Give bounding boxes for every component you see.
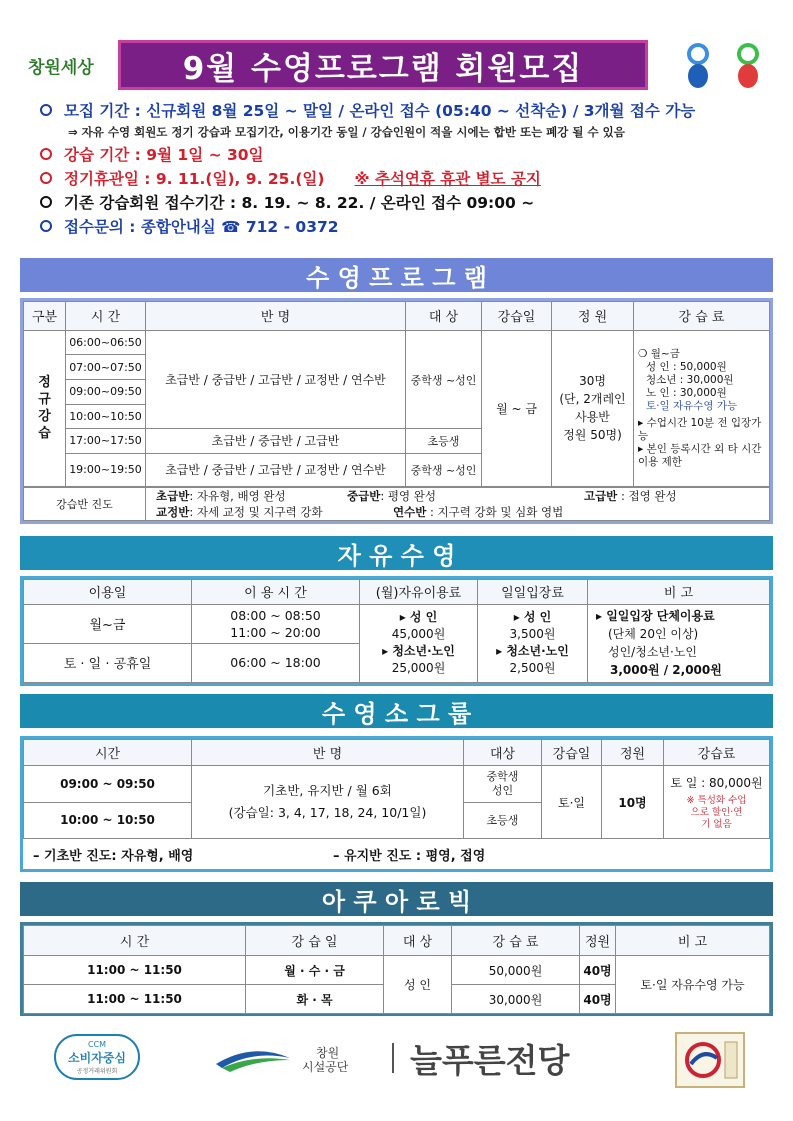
time-cell: 10:00~10:50 xyxy=(66,404,146,429)
aqua-note-cell: 토·일 자유수영 가능 xyxy=(616,956,770,1014)
table-row: 11:00 ~ 11:50 화 · 목 30,000원 40명 xyxy=(24,985,770,1014)
time-cell: 19:00~19:50 xyxy=(66,453,146,486)
closed-note: ※ 추석연휴 휴관 별도 공지 xyxy=(354,170,541,188)
header xyxy=(20,38,780,92)
small-group-banner: 수 영 소 그 룹 xyxy=(20,694,773,728)
swim-program-banner: 수 영 프 로 그 램 xyxy=(20,258,773,292)
group-fee-cell: 토 일 : 80,000원 ※ 특성화 수업으로 할인·연기 없음 xyxy=(664,766,770,839)
col-header: 이 용 시 간 xyxy=(192,580,360,605)
ccm-logo: CCM 소비자중심 공정거래위원회 xyxy=(54,1034,140,1080)
group-days-cell: 토·일 xyxy=(542,766,602,839)
time-cell: 17:00~17:50 xyxy=(66,429,146,454)
monthly-fee-cell: ▸ 성 인 45,000원 ▸ 청소년·노인 25,000원 xyxy=(360,604,478,682)
basic-progress-note: – 기초반 진도: 자유형, 배영 xyxy=(33,848,194,864)
col-header: 강습일 xyxy=(482,302,552,331)
class-cell: 초급반 / 중급반 / 고급반 / 교정반 / 연수반 xyxy=(146,330,406,428)
aqua-aerobics-banner: 아 쿠 아 로 빅 xyxy=(20,882,773,916)
col-header: 시 간 xyxy=(66,302,146,331)
footer xyxy=(20,1030,773,1090)
time-cell: 06:00~06:50 xyxy=(66,330,146,355)
col-header: 강습료 xyxy=(664,740,770,766)
small-group-table xyxy=(23,739,770,839)
col-header: 정원 xyxy=(602,740,664,766)
circle-bullet-icon xyxy=(40,220,52,232)
col-header: 구분 xyxy=(24,302,66,331)
col-header: 이용일 xyxy=(24,580,192,605)
certification-seal-icon xyxy=(675,1032,745,1088)
group-time-cell: 10:00 ~ 10:50 xyxy=(24,802,192,838)
col-header: 반 명 xyxy=(146,302,406,331)
circle-bullet-icon xyxy=(40,172,52,184)
swoosh-icon xyxy=(212,1046,292,1074)
free-swim-table-frame xyxy=(20,576,773,686)
lesson-period: 강습 기간 : 9월 1일 ~ 30일 xyxy=(40,142,780,166)
target-cell: 초등생 xyxy=(406,429,482,454)
capacity-cell: 30명 (단, 2개레인 사용반 정원 50명) xyxy=(552,330,634,486)
col-header: 강 습 료 xyxy=(452,926,580,956)
fee-cell: ❍ 월~금 성 인 : 50,000원 청소년 : 30,000원 노 인 : 30,000원 토·일 자유수영 가능 ▸ 수업시간 10분 전 입장가능 ▸ 본인 등록시간 외 타 시간이용 제한 xyxy=(634,330,770,486)
closed-days: 정기휴관일 : 9. 11.(일), 9. 25.(일) ※ 추석연휴 휴관 별도 공지 xyxy=(40,166,780,190)
page-title: 9월 수영프로그램 회원모집 xyxy=(182,50,584,87)
swim-program-table xyxy=(23,301,770,487)
target-cell: 중학생 ~성인 xyxy=(406,330,482,428)
group-capacity-cell: 10명 xyxy=(602,766,664,839)
free-swim-banner: 자 유 수 영 xyxy=(20,536,773,570)
aqua-aerobics-table xyxy=(23,925,770,1014)
swim-program-table-frame xyxy=(20,298,773,524)
inquiry: 접수문의 : 종합안내실 ☎ 712 - 0372 xyxy=(40,214,780,238)
group-target-cell: 초등생 xyxy=(464,802,542,838)
weekend-cell: 토 · 일 · 공휴일 xyxy=(24,643,192,682)
info-block xyxy=(40,98,780,238)
time-cell: 07:00~07:50 xyxy=(66,355,146,380)
changwon-facilities-logo: 창원 시설공단 xyxy=(212,1040,392,1080)
circle-bullet-icon xyxy=(40,148,52,160)
table-row: 11:00 ~ 11:50 월 · 수 · 금 성 인 50,000원 40명 토·일 자유수영 가능 xyxy=(24,956,770,985)
aqua-target-cell: 성 인 xyxy=(384,956,452,1014)
target-cell: 중학생 ~성인 xyxy=(406,453,482,486)
brand-logo: 늘푸른전당 xyxy=(392,1036,602,1080)
changwon-logo xyxy=(28,46,118,84)
days-cell: 월 ~ 금 xyxy=(482,330,552,486)
class-cell: 초급반 / 중급반 / 고급반 xyxy=(146,429,406,454)
col-header: 시 간 xyxy=(24,926,246,956)
col-header: 반 명 xyxy=(192,740,464,766)
small-group-table-frame xyxy=(20,736,773,872)
col-header: 대 상 xyxy=(384,926,452,956)
col-header: 강 습 료 xyxy=(634,302,770,331)
progress-table xyxy=(23,487,770,521)
keep-progress-note: – 유지반 진도 : 평영, 접영 xyxy=(333,848,486,864)
daily-fee-cell: ▸ 성 인 3,500원 ▸ 청소년·노인 2,500원 xyxy=(478,604,588,682)
class-cell: 초급반 / 중급반 / 고급반 / 교정반 / 연수반 xyxy=(146,453,406,486)
time-cell: 09:00~09:50 xyxy=(66,380,146,405)
mascot-icons xyxy=(670,38,780,92)
col-header: 정원 xyxy=(580,926,616,956)
existing-member-period: 기존 강습회원 접수기간 : 8. 19. ~ 8. 22. / 온라인 접수 09:00 ~ xyxy=(40,190,780,214)
col-header: 일일입장료 xyxy=(478,580,588,605)
category-cell: 정규강습 xyxy=(24,330,66,486)
progress-text: 초급반: 자유형, 배영 완성 중급반: 평영 완성 고급반 : 접영 완성 교정반: 자세 교정 및 지구력 강화 연수반 : 지구력 강화 및 심화 영법 xyxy=(146,488,770,521)
col-header: 대 상 xyxy=(406,302,482,331)
circle-bullet-icon xyxy=(40,104,52,116)
col-header: 강 습 일 xyxy=(246,926,384,956)
col-header: 정 원 xyxy=(552,302,634,331)
col-header: 대상 xyxy=(464,740,542,766)
group-progress-notes xyxy=(23,839,770,869)
group-target-cell: 중학생 성인 xyxy=(464,766,542,802)
weekday-cell: 월~금 xyxy=(24,604,192,643)
col-header: 시간 xyxy=(24,740,192,766)
group-class-cell: 기초반, 유지반 / 월 6회 (강습일: 3, 4, 17, 18, 24, 10/1일) xyxy=(192,766,464,839)
group-note-cell: ▸ 일일입장 단체이용료 (단체 20인 이상) 성인/청소년·노인 3,000원 / 2,000원 xyxy=(588,604,770,682)
aqua-aerobics-table-frame xyxy=(20,922,773,1016)
col-header: 강습일 xyxy=(542,740,602,766)
col-header: 비 고 xyxy=(588,580,770,605)
col-header: 비 고 xyxy=(616,926,770,956)
title-box xyxy=(118,40,648,90)
group-time-cell: 09:00 ~ 09:50 xyxy=(24,766,192,802)
progress-label: 강습반 진도 xyxy=(24,488,146,521)
weekday-time-cell: 08:00 ~ 08:50 11:00 ~ 20:00 xyxy=(192,604,360,643)
logo-text: 창원세상 xyxy=(28,57,94,78)
recruit-note: ⇒ 자유 수영 회원도 정기 강습과 모집기간, 이용기간 동일 / 강습인원이 적을 시에는 합반 또는 폐강 될 수 있음 xyxy=(68,125,625,139)
weekend-time-cell: 06:00 ~ 18:00 xyxy=(192,643,360,682)
recruit-period: 모집 기간 : 신규회원 8월 25일 ~ 말일 / 온라인 접수 (05:40 ~ 선착순) / 3개월 접수 가능 xyxy=(40,98,780,122)
col-header: (월)자유이용료 xyxy=(360,580,478,605)
circle-bullet-icon xyxy=(40,196,52,208)
free-swim-table xyxy=(23,579,770,683)
